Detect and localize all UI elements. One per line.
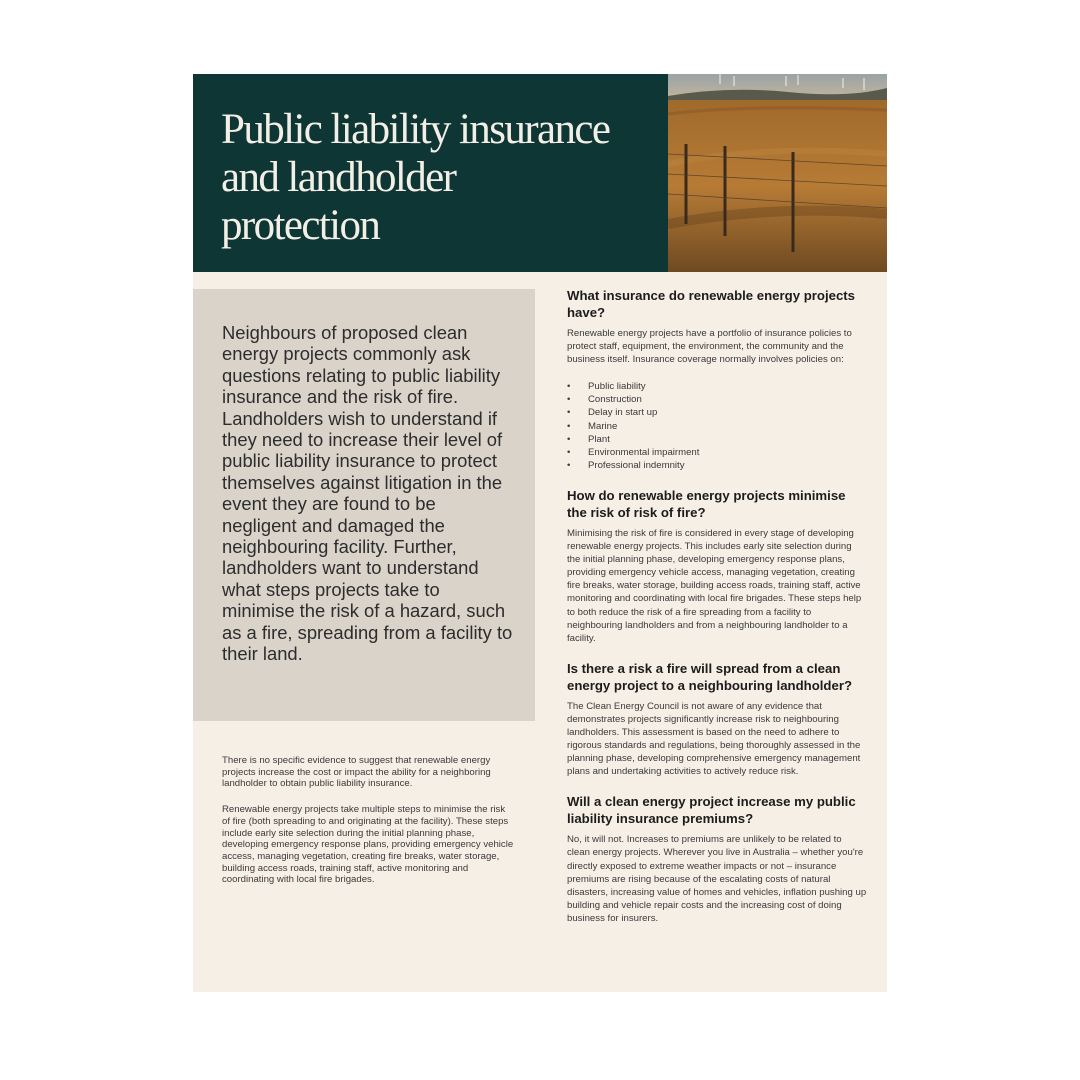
section-body: The Clean Energy Council is not aware of any evidence that demonstrates projects significantly increase risk to neighbouring landholders. This assessment is based on the need to adhere to rigorous standards and regulations, being thoroughly assessed in the planning phase, developing comprehensive emergency management plans and undertaking activities to actively reduce risk.	[567, 700, 861, 778]
document-page	[193, 74, 887, 992]
faq-section	[567, 287, 867, 472]
list-item: • Plant	[567, 433, 867, 446]
list-item: • Marine	[567, 420, 867, 433]
faq-column	[567, 287, 867, 940]
section-body: Renewable energy projects have a portfolio of insurance policies to protect staff, equipment, the environment, the community and the business itself. Insurance coverage normally involves policies on:	[567, 328, 852, 366]
landscape-image	[668, 74, 887, 272]
section-heading: How do renewable energy projects minimise the risk of risk of fire?	[567, 487, 846, 520]
title-line: Public liability insurance	[221, 106, 610, 153]
intro-callout-text: Neighbours of proposed clean energy projects commonly ask questions relating to public liability insurance and the risk of fire. Landholders wish to understand if they need to increase their level of public liability insurance to protect themselves against litigation in the event they are found to be negligent and damaged the neighbouring facility. Further, landholders want to understand what steps projects take to minimise the risk of a hazard, such as a fire, spreading from a facility to their land.	[222, 322, 513, 665]
section-body: No, it will not. Increases to premiums are unlikely to be related to clean energy projects. Wherever you live in Australia – whether you're directly exposed to extreme weather impacts or not – insurance premiums are rising because of the escalating costs of natural disasters, increasing value of homes and vehicles, inflation pushing up building and vehicle repair costs and the increasing cost of doing business for insurers.	[567, 834, 867, 924]
page-title	[221, 106, 661, 250]
title-line: protection	[221, 202, 380, 249]
body-paragraph: Renewable energy projects take multiple steps to minimise the risk of fire (both spreading to and originating at the facility). These steps include early site selection during the initial planning phase, developing emergency response plans, providing emergency vehicle access, managing vegetation, creating fire breaks, water storage, building access roads, training staff, active monitoring and coordinating with local fire brigades.	[222, 804, 514, 886]
insurance-list	[567, 380, 867, 472]
section-body: Minimising the risk of fire is considered in every stage of developing renewable energy projects. This includes early site selection during the initial planning phase, developing emergency response plans, providing emergency vehicle access, managing vegetation, creating fire breaks, water storage, building access roads, training staff, active monitoring and coordinating with local fire brigades. These steps help to both reduce the risk of a fire spreading from a facility to neighbouring landholders and from a neighbouring landholder to a facility.	[567, 527, 862, 644]
title-banner	[193, 74, 668, 272]
left-body-text	[222, 755, 514, 900]
section-heading: Will a clean energy project increase my public liability insurance premiums?	[567, 794, 856, 827]
list-item: • Environmental impairment	[567, 446, 867, 459]
list-item: • Delay in start up	[567, 406, 867, 419]
list-item: • Construction	[567, 393, 867, 406]
faq-section	[567, 793, 867, 925]
list-item: • Public liability	[567, 380, 867, 393]
farmland-photo	[668, 74, 887, 272]
title-line: and landholder	[221, 154, 456, 201]
faq-section	[567, 660, 867, 779]
list-item: • Professional indemnity	[567, 459, 867, 472]
section-heading: Is there a risk a fire will spread from a clean energy project to a neighbouring landholder?	[567, 660, 853, 693]
faq-section	[567, 487, 867, 645]
section-heading: What insurance do renewable energy projects have?	[567, 288, 856, 320]
intro-callout-box	[193, 289, 535, 721]
body-paragraph: There is no specific evidence to suggest that renewable energy projects increase the cost or impact the ability for a neighboring landholder to obtain public liability insurance.	[222, 755, 491, 790]
